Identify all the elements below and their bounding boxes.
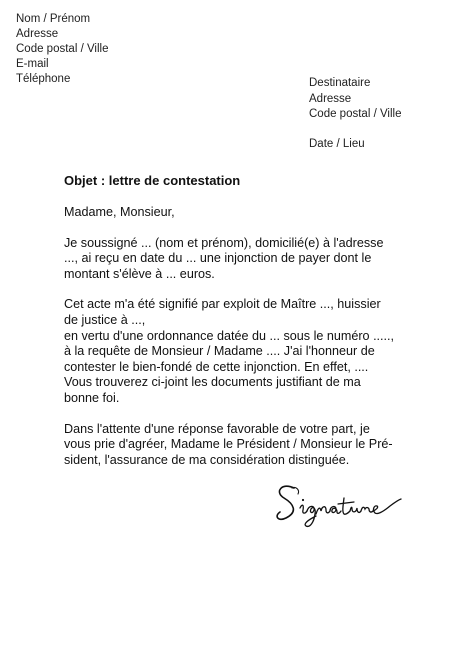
recipient-block <box>309 76 401 152</box>
sender-name: Nom / Prénom <box>16 13 91 25</box>
letter-body <box>64 205 394 468</box>
paragraph-line: de justice à ..., <box>64 312 146 327</box>
paragraph-line: montant s'élève à ... euros. <box>64 266 215 281</box>
recipient-name: Destinataire <box>309 77 371 89</box>
salutation <box>64 205 394 221</box>
paragraph-contestation <box>64 297 394 406</box>
paragraph-line: Cet acte m'a été signifié par exploit de Maître ..., huissier <box>64 297 381 312</box>
paragraph-receipt <box>64 236 394 283</box>
sender-email: E-mail <box>16 58 49 70</box>
sender-block <box>16 12 108 87</box>
paragraph-line: Vous trouverez ci-joint les documents justifiant de ma <box>64 375 361 390</box>
letter-subject: Objet : lettre de contestation <box>64 173 241 188</box>
sender-phone: Téléphone <box>16 73 71 85</box>
paragraph-line: ..., ai reçu en date du ... une injonction de payer dont le <box>64 251 372 266</box>
paragraph-line: vous prie d'agréer, Madame le Président / Monsieur le Pré- <box>64 437 393 452</box>
handwritten-signature <box>270 478 405 538</box>
recipient-postal-city: Code postal / Ville <box>309 108 402 120</box>
recipient-address: Adresse <box>309 92 352 105</box>
paragraph-line: Je soussigné ... (nom et prénom), domicilié(e) à l'adresse <box>64 235 384 250</box>
salutation-line: Madame, Monsieur, <box>64 205 175 219</box>
paragraph-line: à la requête de Monsieur / Madame .... J'ai l'honneur de <box>64 344 375 359</box>
paragraph-line: en vertu d'une ordonnance datée du ... sous le numéro ....., <box>64 328 395 343</box>
paragraph-closing <box>64 422 394 469</box>
sender-address: Adresse <box>16 28 59 40</box>
paragraph-line: contester le bien-fondé de cette injonction. En effet, .... <box>64 359 369 374</box>
sender-postal-city: Code postal / Ville <box>16 43 109 55</box>
date-place: Date / Lieu <box>309 137 365 150</box>
paragraph-line: sident, l'assurance de ma considération distinguée. <box>64 452 350 467</box>
paragraph-line: bonne foi. <box>64 390 120 405</box>
paragraph-line: Dans l'attente d'une réponse favorable de votre part, je <box>64 421 370 436</box>
